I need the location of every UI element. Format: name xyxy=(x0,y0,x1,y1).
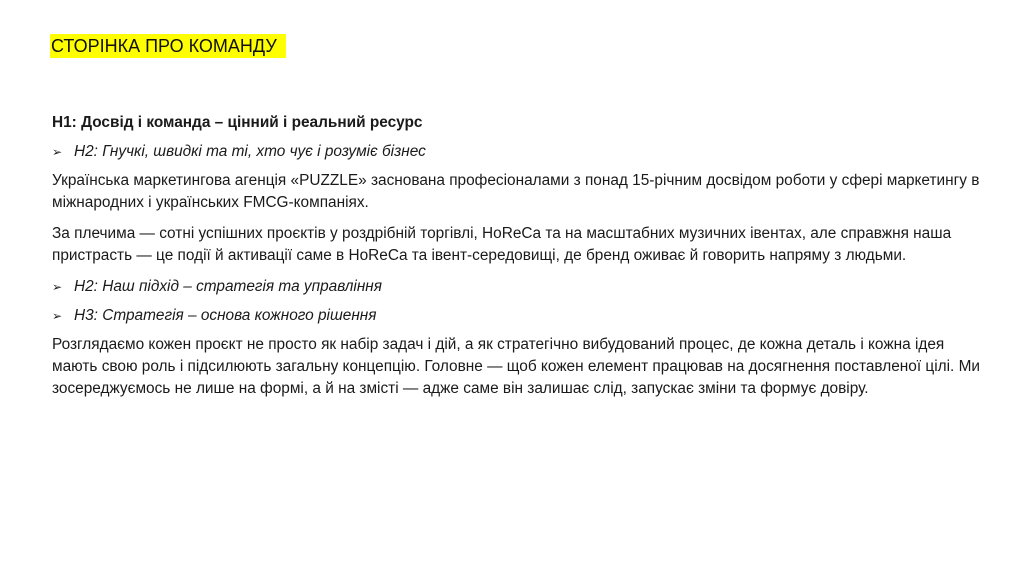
paragraph-strategy: Розглядаємо кожен проєкт не просто як набір задач і дій, а як стратегічно вибудований процес, де кожна деталь і кожна ідея мають свою роль і підсилюють загальну концепцію. Головне — щоб кожен елемент працював на досягнення поставленої цілі. Ми зосереджуємось не лише на формі, а й на змісті — адже саме він залишає слід, запускає зміни та формує довіру. xyxy=(52,336,981,397)
heading-h1: Н1: Досвід і команда – цінний і реальний ресурс xyxy=(52,114,423,131)
subheading-approach xyxy=(52,276,982,298)
subheading-text: Н3: Стратегія – основа кожного рішення xyxy=(74,307,377,324)
arrow-bullet-icon: ➢ xyxy=(52,145,63,159)
paragraph-projects: За плечима — сотні успішних проєктів у роздрібній торгівлі, HoReCa та на масштабних музичних івентах, але справжня наша пристрасть — це події й активації саме в HoReCa та івент-середовищі, де бренд оживає й говорить напряму з людьми. xyxy=(52,225,952,264)
arrow-bullet-icon: ➢ xyxy=(52,280,63,294)
subheading-text: Н2: Гнучкі, швидкі та ті, хто чує і розуміє бізнес xyxy=(74,143,426,160)
arrow-bullet-icon: ➢ xyxy=(52,309,63,323)
subheading-gnuchki xyxy=(52,141,982,163)
content-block xyxy=(52,112,982,409)
paragraph-agency: Українська маркетингова агенція «PUZZLE» заснована професіоналами з понад 15-річним досвідом роботи у сфері маркетингу в міжнародних і українських FMCG-компаніях. xyxy=(52,172,980,211)
subheading-text: Н2: Наш підхід – стратегія та управління xyxy=(74,278,382,295)
subheading-strategy xyxy=(52,305,982,327)
page-title-tag: СТОРІНКА ПРО КОМАНДУ xyxy=(50,34,286,58)
